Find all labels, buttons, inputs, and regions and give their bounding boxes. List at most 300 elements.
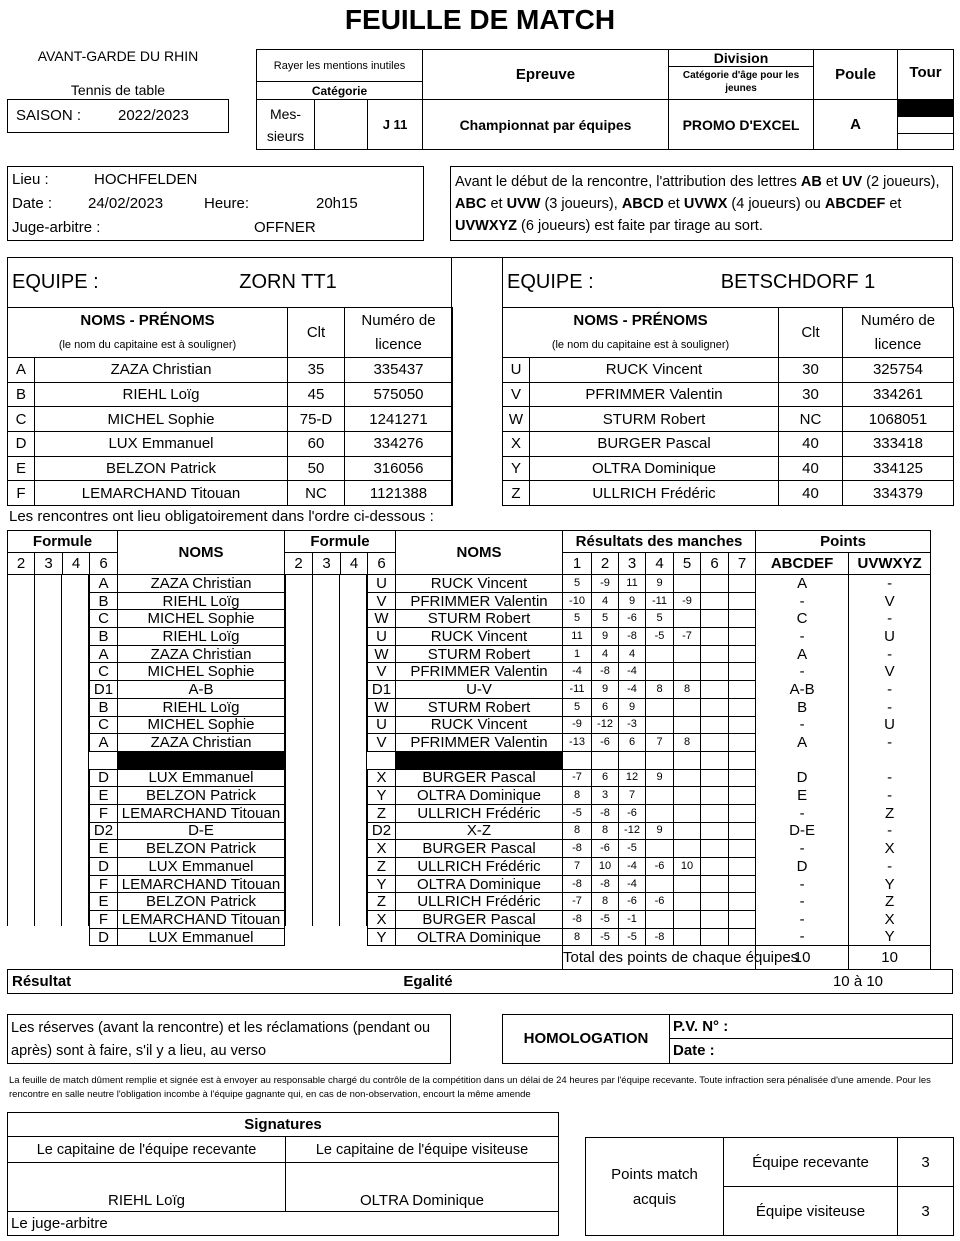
home-match-letter: B: [90, 592, 118, 610]
set-score: -6: [619, 804, 646, 822]
away-match-letter: V: [368, 592, 396, 610]
away-match-letter: X: [368, 840, 396, 858]
set-number: 7: [729, 553, 756, 575]
home-point: -: [756, 928, 849, 946]
away-formule-col: 4: [341, 553, 368, 575]
set-score: [729, 928, 756, 946]
names-header: NOMS - PRÉNOMS: [503, 308, 779, 334]
reserves-note: Les réserves (avant la rencontre) et les réclamations (pendant ou après) sont à faire, s'il y a lieu, au verso: [7, 1014, 451, 1064]
set-score: [674, 663, 701, 681]
home-point: -: [756, 911, 849, 929]
player-licence: 575050: [345, 382, 453, 407]
set-score: -6: [592, 840, 619, 858]
result-label: Résultat: [12, 973, 72, 990]
set-score: [729, 698, 756, 716]
home-point: -: [756, 716, 849, 734]
set-score: 7: [619, 787, 646, 805]
tour-fill: [898, 100, 953, 117]
home-match-player: LEMARCHAND Titouan: [118, 804, 285, 822]
set-score: -9: [563, 716, 592, 734]
away-points-label: Équipe visiteuse: [724, 1187, 898, 1236]
home-points-value: 3: [898, 1138, 954, 1187]
licence-header: Numéro de licence: [345, 308, 453, 358]
away-match-letter: Z: [368, 804, 396, 822]
order-note: Les rencontres ont lieu obligatoirement dans l'ordre ci-dessous :: [9, 508, 434, 525]
set-score: 9: [646, 822, 674, 840]
player-licence: 1068051: [843, 407, 954, 432]
home-match-player: LUX Emmanuel: [118, 769, 285, 787]
set-score: 4: [592, 592, 619, 610]
referee-signature-label: Le juge-arbitre: [8, 1212, 559, 1236]
away-match-player: RUCK Vincent: [396, 628, 563, 646]
set-score: [701, 610, 729, 628]
match-row: [8, 840, 931, 858]
set-score: -4: [619, 858, 646, 876]
page-title: FEUILLE DE MATCH: [344, 4, 616, 35]
away-match-player: OLTRA Dominique: [396, 928, 563, 946]
player-letter: C: [8, 407, 35, 432]
home-point: D: [756, 858, 849, 876]
tour-value: [898, 100, 954, 150]
set-score: 3: [592, 787, 619, 805]
away-team-name: BETSCHDORF 1: [720, 271, 876, 293]
categorie-value: Mes-sieurs: [257, 100, 315, 150]
set-score: [729, 575, 756, 593]
away-point: V: [849, 663, 931, 681]
set-score: [674, 893, 701, 911]
set-score: 5: [563, 610, 592, 628]
set-score: [646, 875, 674, 893]
home-match-player: ZAZA Christian: [118, 575, 285, 593]
set-score: 8: [563, 787, 592, 805]
player-name: PFRIMMER Valentin: [530, 382, 779, 407]
club-name: AVANT-GARDE DU RHIN: [37, 48, 199, 64]
matches-table: [7, 530, 931, 970]
home-point: D-E: [756, 822, 849, 840]
set-score: -12: [592, 716, 619, 734]
player-ranking: 35: [288, 358, 345, 383]
away-match-letter: W: [368, 610, 396, 628]
set-score: -11: [563, 681, 592, 699]
away-formule-col: 3: [313, 553, 341, 575]
set-score: [729, 734, 756, 752]
home-point: D: [756, 769, 849, 787]
set-score: [729, 858, 756, 876]
sets-header: Résultats des manches: [563, 531, 756, 553]
away-point: Z: [849, 893, 931, 911]
away-match-letter: V: [368, 734, 396, 752]
home-match-letter: B: [90, 698, 118, 716]
home-captain-label: Le capitaine de l'équipe recevante: [8, 1137, 286, 1163]
match-row: [8, 787, 931, 805]
home-match-letter: F: [90, 875, 118, 893]
home-match-letter: C: [90, 610, 118, 628]
away-match-letter: X: [368, 769, 396, 787]
away-captain-label: Le capitaine de l'équipe visiteuse: [286, 1137, 559, 1163]
away-point: -: [849, 681, 931, 699]
away-total: 10: [849, 946, 931, 970]
set-score: -4: [619, 875, 646, 893]
home-match-letter: F: [90, 911, 118, 929]
set-score: [729, 875, 756, 893]
separator-cell: [118, 751, 285, 769]
away-point: -: [849, 698, 931, 716]
bracket-line: [88, 575, 89, 926]
set-score: [729, 645, 756, 663]
set-score: [674, 875, 701, 893]
home-point: A-B: [756, 681, 849, 699]
match-row: [8, 698, 931, 716]
match-row: [8, 751, 931, 769]
match-row: [8, 769, 931, 787]
away-point: -: [849, 858, 931, 876]
set-score: [729, 663, 756, 681]
bracket-line: [339, 575, 340, 926]
set-score: 9: [619, 592, 646, 610]
player-licence: 325754: [843, 358, 954, 383]
set-score: [646, 698, 674, 716]
set-number: 4: [646, 553, 674, 575]
set-score: 9: [646, 769, 674, 787]
home-match-player: ZAZA Christian: [118, 645, 285, 663]
set-score: [729, 840, 756, 858]
player-name: BELZON Patrick: [35, 456, 288, 481]
home-point: -: [756, 628, 849, 646]
away-point: V: [849, 592, 931, 610]
away-point: -: [849, 610, 931, 628]
homologation-label: HOMOLOGATION: [503, 1015, 670, 1063]
away-point: U: [849, 628, 931, 646]
home-point: B: [756, 698, 849, 716]
player-letter: V: [503, 382, 530, 407]
home-match-letter: A: [90, 734, 118, 752]
set-score: 8: [674, 734, 701, 752]
set-score: 5: [563, 698, 592, 716]
away-match-player: STURM Robert: [396, 610, 563, 628]
pv-label: P.V. N° :: [670, 1015, 952, 1039]
away-point: -: [849, 645, 931, 663]
bracket-line: [7, 575, 8, 926]
home-match-letter: A: [90, 575, 118, 593]
home-match-letter: D: [90, 858, 118, 876]
result-score: 10 à 10: [832, 973, 884, 990]
set-score: 8: [592, 822, 619, 840]
home-names-header: NOMS: [118, 531, 285, 575]
away-match-player: OLTRA Dominique: [396, 875, 563, 893]
set-score: 8: [563, 822, 592, 840]
set-score: 8: [563, 928, 592, 946]
set-score: -5: [619, 928, 646, 946]
signatures-table: [7, 1112, 559, 1236]
clt-header: Clt: [288, 308, 345, 358]
season-value: 2022/2023: [118, 107, 189, 124]
set-score: 1: [563, 645, 592, 663]
player-name: OLTRA Dominique: [530, 456, 779, 481]
set-score: 10: [674, 858, 701, 876]
set-score: -9: [592, 575, 619, 593]
home-roster: [7, 307, 453, 506]
juge-label: Juge-arbitre :: [12, 219, 101, 236]
away-match-letter: Y: [368, 787, 396, 805]
away-formule-col: 2: [285, 553, 313, 575]
set-score: -8: [563, 875, 592, 893]
match-row: [8, 822, 931, 840]
set-score: [701, 822, 729, 840]
set-score: [674, 804, 701, 822]
player-letter: D: [8, 432, 35, 457]
home-match-letter: A: [90, 645, 118, 663]
player-ranking: 60: [288, 432, 345, 457]
set-score: -6: [619, 893, 646, 911]
player-ranking: 30: [779, 358, 843, 383]
match-row: [8, 716, 931, 734]
set-number: 5: [674, 553, 701, 575]
set-score: 10: [592, 858, 619, 876]
home-formule-header: Formule: [8, 531, 118, 553]
lieu-label: Lieu :: [12, 171, 49, 188]
set-score: 8: [592, 893, 619, 911]
set-score: [674, 716, 701, 734]
away-point: -: [849, 769, 931, 787]
match-row: [8, 663, 931, 681]
set-score: 6: [592, 698, 619, 716]
set-score: [674, 822, 701, 840]
home-match-letter: E: [90, 787, 118, 805]
home-team-label: EQUIPE :: [12, 271, 99, 293]
set-score: [646, 716, 674, 734]
away-points-code: UVWXYZ: [849, 553, 931, 575]
set-score: -5: [592, 928, 619, 946]
player-licence: 334125: [843, 456, 954, 481]
away-match-player: RUCK Vincent: [396, 575, 563, 593]
set-score: [646, 840, 674, 858]
bracket-line: [285, 575, 286, 926]
set-score: [701, 911, 729, 929]
set-score: [729, 893, 756, 911]
homologation-box: [502, 1014, 953, 1064]
player-letter: B: [8, 382, 35, 407]
away-match-letter: X: [368, 911, 396, 929]
player-name: STURM Robert: [530, 407, 779, 432]
season-label: SAISON :: [16, 107, 82, 124]
player-licence: 1241271: [345, 407, 453, 432]
set-score: -13: [563, 734, 592, 752]
home-match-letter: F: [90, 804, 118, 822]
juge-value: OFFNER: [254, 219, 316, 236]
set-score: 9: [592, 681, 619, 699]
heure-value: 20h15: [316, 195, 358, 212]
home-match-player: D-E: [118, 822, 285, 840]
set-score: 11: [619, 575, 646, 593]
set-score: 4: [592, 645, 619, 663]
licence-header: Numéro de licence: [843, 308, 954, 358]
set-score: -6: [619, 610, 646, 628]
team-divider: [451, 257, 503, 506]
set-score: [674, 698, 701, 716]
set-score: -7: [563, 769, 592, 787]
player-name: LUX Emmanuel: [35, 432, 288, 457]
away-match-letter: Z: [368, 893, 396, 911]
points-match-label: Points match acquis: [586, 1138, 724, 1236]
set-score: [674, 787, 701, 805]
poule-label: Poule: [814, 50, 898, 100]
away-match-player: ULLRICH Frédéric: [396, 804, 563, 822]
player-ranking: NC: [288, 481, 345, 506]
home-match-player: MICHEL Sophie: [118, 610, 285, 628]
home-point: E: [756, 787, 849, 805]
set-score: [701, 928, 729, 946]
player-licence: 1121388: [345, 481, 453, 506]
set-score: -8: [592, 663, 619, 681]
division-header: [669, 50, 814, 100]
away-team-label: EQUIPE :: [507, 271, 594, 293]
home-match-letter: D2: [90, 822, 118, 840]
home-point: A: [756, 734, 849, 752]
player-letter: Z: [503, 481, 530, 506]
home-match-letter: E: [90, 893, 118, 911]
set-score: [729, 822, 756, 840]
home-match-player: RIEHL Loïg: [118, 698, 285, 716]
player-licence: 333418: [843, 432, 954, 457]
points-match-table: [585, 1137, 954, 1236]
away-match-letter: Y: [368, 875, 396, 893]
home-match-letter: B: [90, 628, 118, 646]
home-match-player: LEMARCHAND Titouan: [118, 911, 285, 929]
set-score: 8: [646, 681, 674, 699]
venue-box: [7, 166, 424, 241]
away-match-player: PFRIMMER Valentin: [396, 734, 563, 752]
player-name: ULLRICH Frédéric: [530, 481, 779, 506]
set-number: 3: [619, 553, 646, 575]
home-match-player: LUX Emmanuel: [118, 928, 285, 946]
player-name: MICHEL Sophie: [35, 407, 288, 432]
player-letter: X: [503, 432, 530, 457]
match-row: [8, 875, 931, 893]
set-score: -8: [563, 911, 592, 929]
set-score: 5: [646, 610, 674, 628]
homologation-date-label: Date :: [673, 1042, 715, 1059]
set-score: -6: [592, 734, 619, 752]
set-score: -11: [646, 592, 674, 610]
home-point: A: [756, 645, 849, 663]
clt-header: Clt: [779, 308, 843, 358]
set-score: -4: [563, 663, 592, 681]
bracket-line: [312, 575, 313, 926]
set-score: 5: [592, 610, 619, 628]
home-match-letter: D1: [90, 681, 118, 699]
separator-cell: [396, 751, 563, 769]
away-team-header: [502, 257, 953, 308]
set-score: [729, 716, 756, 734]
set-score: [674, 928, 701, 946]
player-ranking: NC: [779, 407, 843, 432]
draw-notice: Avant le début de la rencontre, l'attribution des lettres AB et UV (2 joueurs), ABC et UVW (3 joueurs), ABCD et UVWX (4 joueurs) ou ABCDEF et UVWXYZ (6 joueurs) est faite par tirage au sort.: [450, 166, 953, 241]
player-name: ZAZA Christian: [35, 358, 288, 383]
set-score: -8: [563, 840, 592, 858]
set-score: -5: [646, 628, 674, 646]
home-match-player: BELZON Patrick: [118, 840, 285, 858]
set-score: 8: [674, 681, 701, 699]
set-score: [701, 716, 729, 734]
away-formule-header: Formule: [285, 531, 396, 553]
home-match-player: RIEHL Loïg: [118, 628, 285, 646]
away-match-player: X-Z: [396, 822, 563, 840]
away-match-letter: U: [368, 628, 396, 646]
away-match-player: ULLRICH Frédéric: [396, 893, 563, 911]
away-match-player: OLTRA Dominique: [396, 787, 563, 805]
set-score: [729, 787, 756, 805]
footer-note: La feuille de match dûment remplie et signée est à envoyer au responsable chargé du contrôle de la compétition dans un délai de 24 heures par l'équipe recevante. Toute infraction sera pénalisée d'une amende. Pour les rencontre en salle neutre l'obligation incombe à l'équipe gagnante qui, en cas de non-observation, encourt la même amende: [9, 1075, 931, 1100]
match-row: [8, 610, 931, 628]
away-match-player: PFRIMMER Valentin: [396, 663, 563, 681]
division-value: PROMO D'EXCEL: [669, 100, 814, 150]
match-row: [8, 734, 931, 752]
away-match-player: ULLRICH Frédéric: [396, 858, 563, 876]
match-row: [8, 628, 931, 646]
away-match-player: PFRIMMER Valentin: [396, 592, 563, 610]
away-point: -: [849, 575, 931, 593]
set-score: 12: [619, 769, 646, 787]
match-row: [8, 858, 931, 876]
result-value: Egalité: [403, 973, 453, 990]
set-score: [701, 645, 729, 663]
player-ranking: 50: [288, 456, 345, 481]
set-score: 9: [592, 628, 619, 646]
set-number: 2: [592, 553, 619, 575]
away-match-letter: U: [368, 575, 396, 593]
captain-note: (le nom du capitaine est à souligner): [8, 334, 288, 358]
match-row: [8, 575, 931, 593]
set-score: [729, 592, 756, 610]
player-licence: 334276: [345, 432, 453, 457]
home-match-player: LEMARCHAND Titouan: [118, 875, 285, 893]
away-point: Y: [849, 875, 931, 893]
away-match-letter: Z: [368, 858, 396, 876]
player-letter: E: [8, 456, 35, 481]
away-match-letter: W: [368, 698, 396, 716]
set-score: 9: [646, 575, 674, 593]
home-total: 10: [756, 946, 849, 970]
set-score: 6: [592, 769, 619, 787]
home-captain-signature: RIEHL Loïg: [8, 1163, 286, 1212]
away-match-player: STURM Robert: [396, 645, 563, 663]
set-score: -4: [619, 663, 646, 681]
set-score: [674, 610, 701, 628]
set-score: [701, 681, 729, 699]
set-score: [646, 663, 674, 681]
home-team-header: [7, 257, 452, 308]
home-points-code: ABCDEF: [756, 553, 849, 575]
set-score: -6: [646, 893, 674, 911]
player-ranking: 45: [288, 382, 345, 407]
set-score: [701, 804, 729, 822]
player-name: LEMARCHAND Titouan: [35, 481, 288, 506]
set-score: [701, 893, 729, 911]
away-point: -: [849, 787, 931, 805]
player-letter: U: [503, 358, 530, 383]
set-score: -4: [619, 681, 646, 699]
home-point: -: [756, 875, 849, 893]
set-score: [701, 769, 729, 787]
bracket-line: [366, 575, 367, 926]
date-value: 24/02/2023: [88, 195, 164, 212]
match-row: [8, 928, 931, 946]
set-score: [701, 875, 729, 893]
home-match-letter: D: [90, 769, 118, 787]
set-score: -3: [619, 716, 646, 734]
set-score: 9: [619, 698, 646, 716]
epreuve-label: Epreuve: [423, 50, 669, 100]
